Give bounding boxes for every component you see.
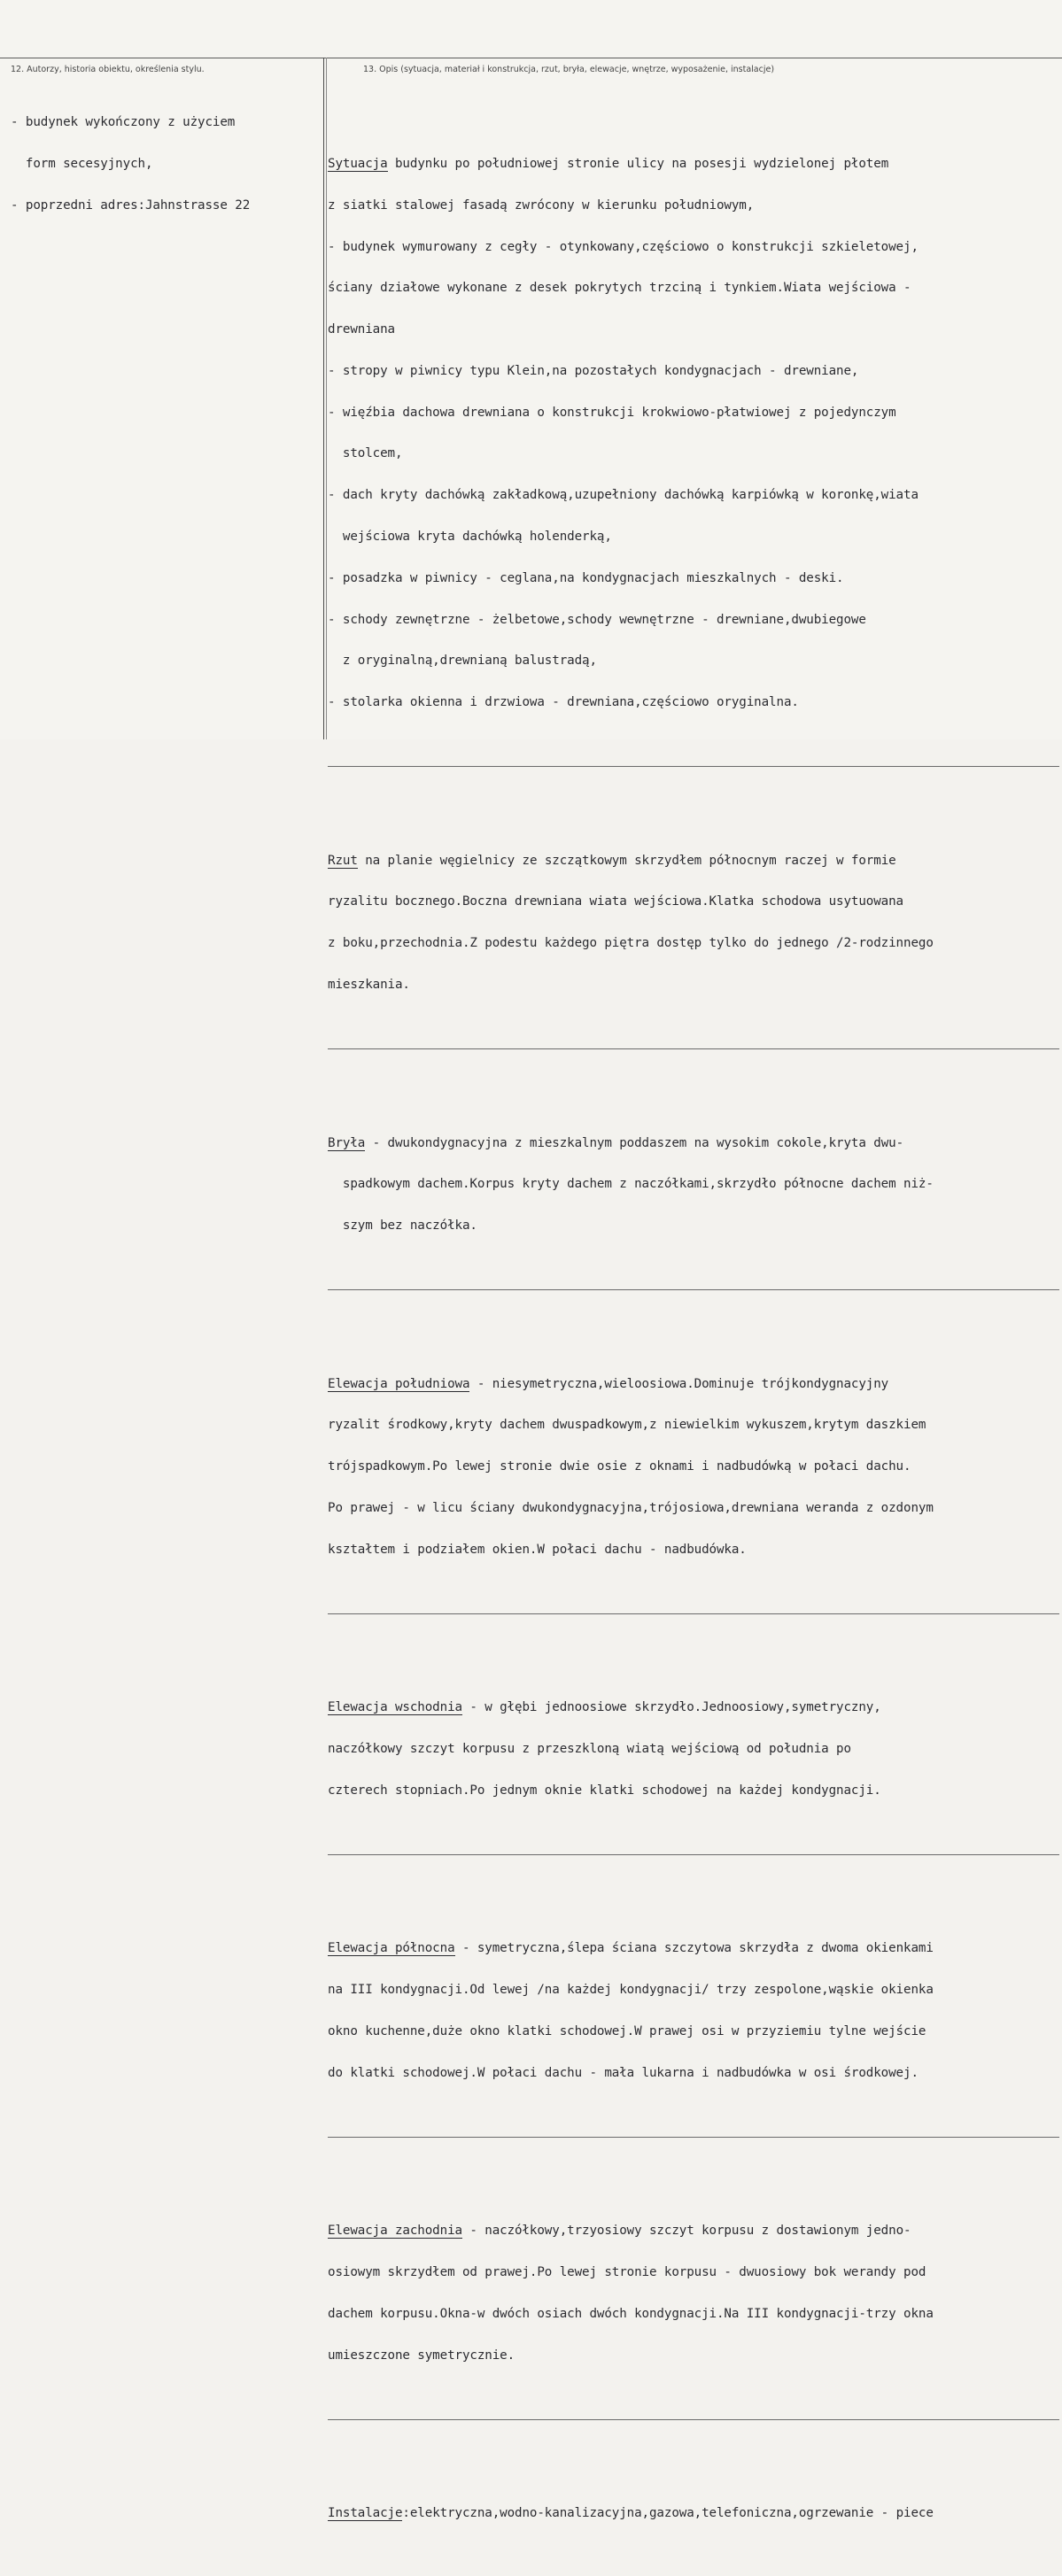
section-line: trójspadkowym.Po lewej stronie dwie osie z oknami i nadbudówką w połaci dachu. <box>328 1459 911 1474</box>
section-line: - symetryczna,ślepa ściana szczytowa skrzydła z dwoma okienkami <box>454 1941 934 1956</box>
section-line: dachem korpusu.Okna-w dwóch osiach dwóch kondygnacji.Na III kondygnacji-trzy okna <box>328 2306 934 2321</box>
section-line: umieszczone symetrycznie. <box>328 2348 515 2363</box>
section-line: - budynek wymurowany z cegły - otynkowany,częściowo o konstrukcji szkieletowej, <box>328 239 919 254</box>
section-line: - niesymetryczna,wieloosiowa.Dominuje trójkondygnacyjny <box>469 1376 889 1391</box>
section-separator <box>328 1613 1059 1614</box>
section-line: - stropy w piwnicy typu Klein,na pozostałych kondygnacjach - drewniane, <box>328 363 859 378</box>
section-line: naczółkowy szczyt korpusu z przeszkloną wiatą wejściową od południa po <box>328 1742 851 1757</box>
section-heading: Elewacja południowa <box>328 1376 470 1391</box>
section-line: okno kuchenne,duże okno klatki schodowej.W prawej osi w przyziemiu tylne wejście <box>328 2023 926 2038</box>
left-column-text <box>11 89 250 241</box>
section-line: szym bez naczółka. <box>328 1218 477 1234</box>
section-heading: Sytuacja <box>328 156 388 171</box>
section-line: :elektryczna,wodno-kanalizacyjna,gazowa,telefoniczna,ogrzewanie - piece <box>402 2506 934 2521</box>
section-line: spadkowym dachem.Korpus kryty dachem z naczółkami,skrzydło północne dachem niż- <box>328 1177 934 1192</box>
section-line: ryzalit środkowy,kryty dachem dwuspadkowym,z niewielkim wykuszem,krytym daszkiem <box>328 1418 926 1433</box>
section-elewacja-poludniowa <box>328 1350 1062 1584</box>
section-elewacja-zachodnia <box>328 2197 1062 2390</box>
section-line: - dach kryty dachówką zakładkową,uzupełniony dachówką karpiówką w koronkę,wiata <box>328 488 919 503</box>
section-line: - stolarka okienna i drzwiowa - drewniana,częściowo oryginalna. <box>328 695 799 710</box>
section-line: ryzalitu bocznego.Boczna drewniana wiata wejściowa.Klatka schodowa usytuowana <box>328 894 904 909</box>
section-bryla <box>328 1109 1062 1261</box>
section-line: osiowym skrzydłem od prawej.Po lewej stronie korpusu - dwuosiowy bok werandy pod <box>328 2265 926 2280</box>
section-sytuacja <box>328 130 1062 738</box>
section-line: - posadzka w piwnicy - ceglana,na kondygnacjach mieszkalnych - deski. <box>328 570 844 585</box>
section-line: budynku po południowej stronie ulicy na posesji wydzielonej płotem <box>387 156 889 171</box>
section-separator <box>328 1289 1059 1290</box>
section-line: mieszkania. <box>328 978 410 992</box>
section-line: - w głębi jednoosiowe skrzydło.Jednoosiowy,symetryczny, <box>461 1700 881 1715</box>
section-line: z siatki stalowej fasadą zwrócony w kierunku południowym, <box>328 197 755 213</box>
section-line: na III kondygnacji.Od lewej /na każdej kondygnacji/ trzy zespolone,wąskie okienka <box>328 1983 934 1998</box>
section-separator <box>328 1048 1059 1049</box>
section-separator <box>328 2419 1059 2420</box>
section-separator <box>328 2137 1059 2138</box>
section-heading: Elewacja wschodnia <box>328 1700 462 1715</box>
section-line: stolcem, <box>328 446 403 461</box>
header-authors-history: 12. Autorzy, historia obiektu, określenia stylu. <box>11 65 205 74</box>
section-line: - dwukondygnacyjna z mieszkalnym poddaszem na wysokim cokole,kryta dwu- <box>365 1135 904 1150</box>
section-line: ściany działowe wykonane z desek pokrytych trzciną i tynkiem.Wiata wejściowa - <box>328 281 911 296</box>
section-line: wejściowa kryta dachówką holenderką, <box>328 530 612 544</box>
left-line: form secesyjnych, <box>11 156 153 171</box>
section-heading: Bryła <box>328 1135 366 1150</box>
section-heading: Instalacje <box>328 2506 403 2521</box>
left-line: - budynek wykończony z użyciem <box>11 115 236 130</box>
section-line: - schody zewnętrzne - żelbetowe,schody wewnętrzne - drewniane,dwubiegowe <box>328 612 866 627</box>
section-line: - naczółkowy,trzyosiowy szczyt korpusu z dostawionym jedno- <box>461 2224 911 2239</box>
section-heading: Rzut <box>328 853 358 868</box>
section-line: Po prawej - w licu ściany dwukondygnacyjna,trójosiowa,drewniana weranda z ozdonym <box>328 1500 934 1515</box>
left-line: - poprzedni adres:Jahnstrasse 22 <box>11 197 251 213</box>
section-line: drewniana <box>328 322 395 337</box>
column-divider <box>323 58 324 739</box>
section-line: z boku,przechodnia.Z podestu każdego piętra dostęp tylko do jednego /2-rodzinnego <box>328 936 934 951</box>
section-line: z oryginalną,drewnianą balustradą, <box>328 654 597 669</box>
section-rzut <box>328 826 1062 1019</box>
section-line: czterech stopniach.Po jednym oknie klatki schodowej na każdej kondygnacji. <box>328 1783 881 1798</box>
section-line: kształtem i podziałem okien.W połaci dachu - nadbudówka. <box>328 1542 747 1557</box>
section-line: do klatki schodowej.W połaci dachu - mała lukarna i nadbudówka w osi środkowej. <box>328 2065 919 2080</box>
section-separator <box>328 766 1059 767</box>
section-elewacja-wschodnia <box>328 1674 1062 1826</box>
section-separator <box>328 1854 1059 1855</box>
column-divider-inner <box>326 58 327 739</box>
section-heading: Elewacja zachodnia <box>328 2224 462 2239</box>
section-line: - więźbia dachowa drewniana o konstrukcji krokwiowo-płatwiowej z pojedynczym <box>328 405 896 420</box>
header-description: 13. Opis (sytuacja, materiał i konstrukcja, rzut, bryła, elewacje, wnętrze, wyposażenie, instalacje) <box>363 65 775 74</box>
section-instalacje <box>328 2479 1062 2549</box>
section-line: na planie węgielnicy ze szczątkowym skrzydłem północnym raczej w formie <box>357 853 896 868</box>
section-elewacja-polnocna <box>328 1915 1062 2108</box>
right-column-text <box>328 89 1062 2576</box>
section-heading: Elewacja północna <box>328 1941 455 1956</box>
